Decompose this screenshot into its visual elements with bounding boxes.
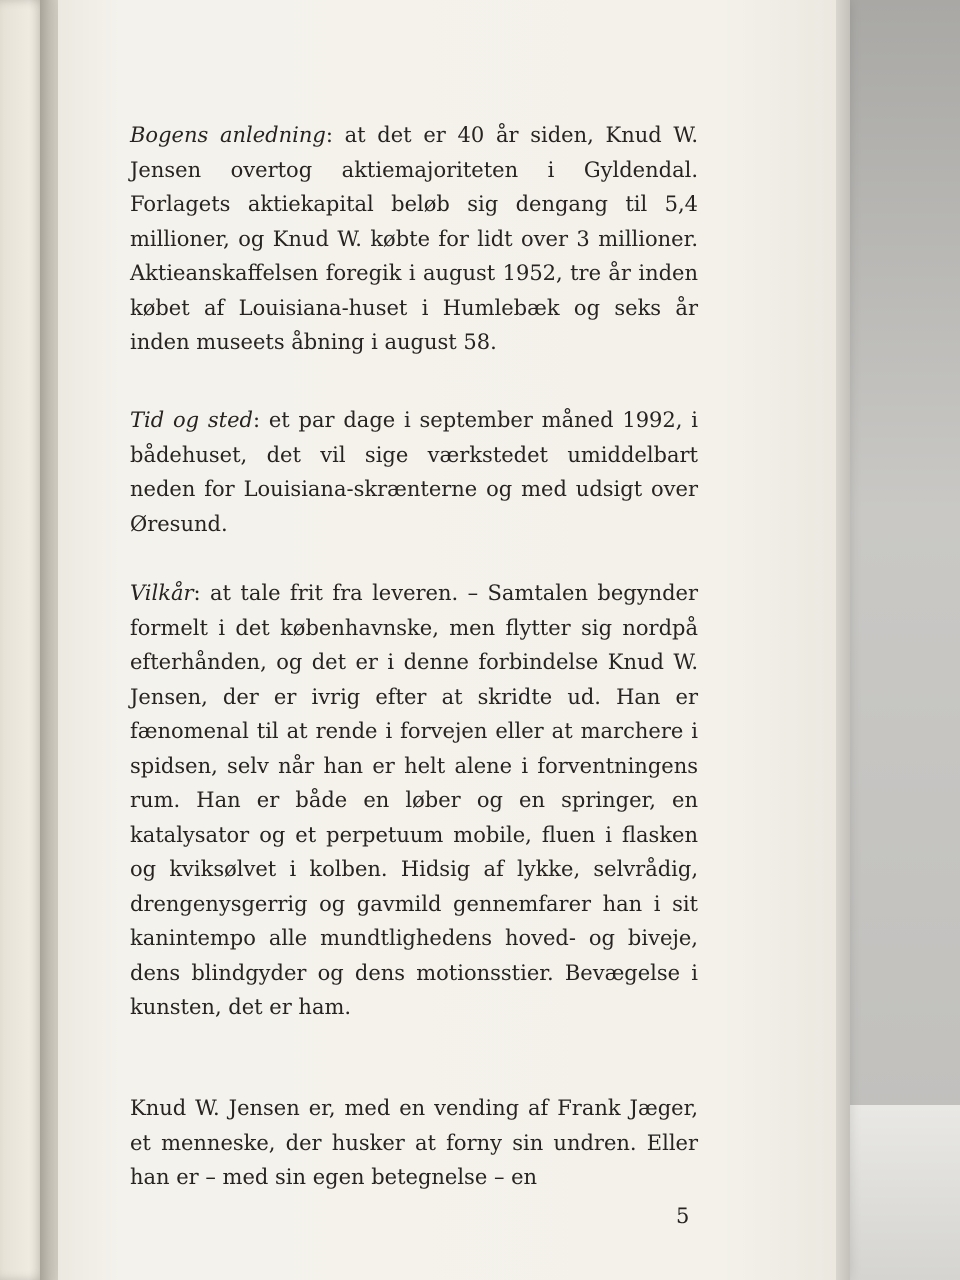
paragraph-text: Knud W. Jensen er, med en vending af Frank Jæger, et menneske, der husker at forny sin undren. Eller han er – med sin egen betegnelse – en [130, 1096, 698, 1189]
paragraph-text: : et par dage i september måned 1992, i bådehuset, det vil sige værkstedet umiddelbart neden for Louisiana-skrænterne og med udsigt over Øresund. [130, 408, 698, 536]
paragraph-lead: Tid og sted [130, 408, 253, 432]
page-number: 5 [676, 1204, 690, 1228]
paragraph-text: : at det er 40 år siden, Knud W. Jensen overtog aktiemajoriteten i Gyldendal. Forlagets aktiekapital beløb sig dengang til 5,4 millioner, og Knud W. købte for lidt over 3 millioner. Aktieanskaffelsen foregik i august 1952, tre år inden købet af Louisiana-huset i Humlebæk og seks år inden museets åbning i august 58. [130, 123, 699, 354]
paragraph-occasion [130, 118, 698, 360]
paragraph-closing [130, 1091, 698, 1195]
paragraph-time-place [130, 403, 698, 541]
paragraph-text: : at tale frit fra leveren. – Samtalen begynder formelt i det københavnske, men flytter sig nordpå efterhånden, og det er i denne forbindelse Knud W. Jensen, der er ivrig efter at skridte ud. Han er fænomenal til at rende i forvejen eller at marchere i spidsen, selv når han er helt alene i forventningens rum. Han er både en løber og en springer, en katalysator og et perpetuum mobile, fluen i flasken og kviksølvet i kolben. Hidsig af lykke, selvrådig, drengenysgerrig og gavmild gennemfarer han i sit kanintempo alle mundtlighedens hoved- og biveje, dens blindgyder og dens motionsstier. Bevægelse i kunsten, det er ham. [130, 581, 698, 1019]
paragraph-lead: Vilkår [130, 581, 194, 605]
paragraph-conditions [130, 576, 698, 1025]
page-right-edge [836, 0, 850, 1280]
paragraph-lead: Bogens anledning [130, 123, 326, 147]
